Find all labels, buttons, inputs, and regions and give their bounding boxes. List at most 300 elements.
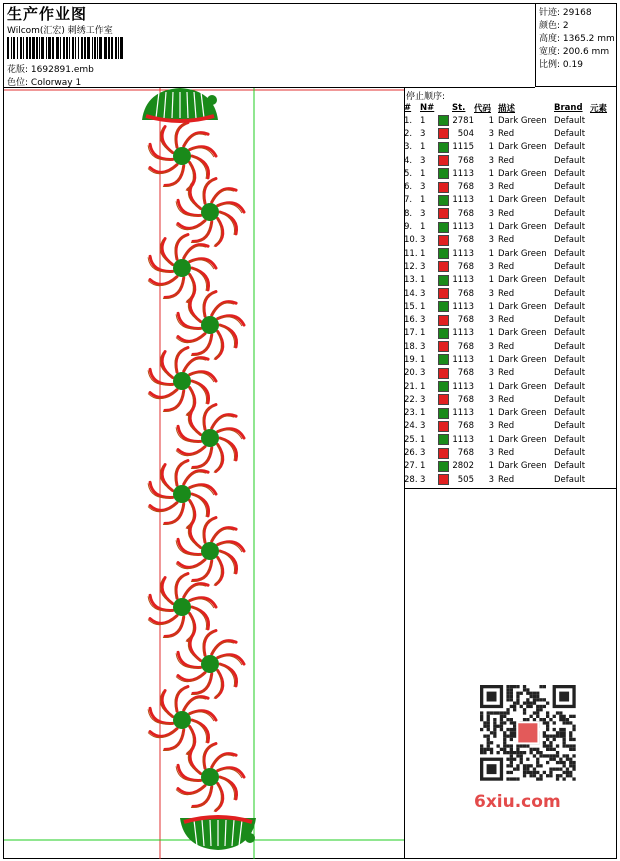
row-stitches: 504 [457, 128, 474, 139]
qr-module [530, 771, 533, 774]
barcode-bar [56, 37, 59, 59]
barcode-bar [92, 37, 93, 59]
table-row [404, 407, 617, 420]
row-code: 1 [488, 461, 494, 472]
row-description: Dark Green [498, 328, 547, 339]
qr-module [543, 685, 546, 688]
row-swatch [438, 313, 452, 326]
qr-module [526, 758, 529, 761]
table-header-row [404, 101, 617, 114]
row-swatch [438, 274, 452, 287]
barcode-bar [41, 37, 44, 59]
qr-module [523, 768, 526, 771]
qr-module [506, 708, 509, 711]
qr-module [563, 728, 566, 731]
row-stitches: 768 [457, 182, 474, 193]
table-row [404, 234, 617, 247]
qr-module [500, 725, 503, 728]
qr-module [556, 768, 559, 771]
flower-motif [148, 235, 216, 303]
row-index: 13. [404, 275, 418, 286]
qr-finder [559, 692, 569, 702]
row-needle: 3 [420, 128, 426, 139]
qr-module [533, 748, 536, 751]
motif-petal [178, 426, 201, 441]
qr-module [506, 758, 509, 761]
row-stitches: 2802 [452, 461, 474, 472]
qr-module [503, 715, 506, 718]
motif-center [201, 768, 219, 786]
barcode-bar [46, 37, 47, 59]
table-row [404, 313, 617, 326]
color-swatch [438, 288, 449, 299]
barcode-bar [32, 37, 35, 59]
qr-module [539, 698, 542, 701]
qr-module [563, 738, 566, 741]
qr-module [536, 695, 539, 698]
qr-module [516, 751, 519, 754]
qr-module [510, 685, 513, 688]
barcode-bar [60, 37, 61, 59]
row-swatch [438, 287, 452, 300]
color-swatch [438, 182, 449, 193]
row-description: Dark Green [498, 115, 547, 126]
qr-module [520, 744, 523, 747]
motif-center [173, 372, 191, 390]
row-stitches: 768 [457, 448, 474, 459]
row-index: 28. [404, 474, 418, 485]
qr-module [520, 761, 523, 764]
row-code: 1 [488, 248, 494, 259]
motif-center [173, 598, 191, 616]
qr-module [526, 718, 529, 721]
qr-module [510, 748, 513, 751]
qr-module [546, 702, 549, 705]
qr-module [543, 741, 546, 744]
qr-module [513, 708, 516, 711]
row-code: 1 [488, 408, 494, 419]
row-brand: Default [554, 142, 586, 153]
color-swatch [438, 128, 449, 139]
row-description: Dark Green [498, 142, 547, 153]
qr-module [549, 718, 552, 721]
row-stitches: 768 [457, 315, 474, 326]
row-brand: Default [554, 261, 586, 272]
row-code: 1 [488, 328, 494, 339]
row-index: 5. [404, 168, 413, 179]
motif-center [173, 485, 191, 503]
qr-module [493, 725, 496, 728]
row-brand: Default [554, 235, 586, 246]
qr-module [503, 711, 506, 714]
table-row [404, 353, 617, 366]
row-swatch [438, 220, 452, 233]
header-stitches: St. [452, 102, 466, 113]
row-stitches: 768 [457, 235, 474, 246]
qr-module [480, 711, 483, 714]
qr-module [516, 698, 519, 701]
row-needle: 1 [420, 354, 426, 365]
row-swatch [438, 340, 452, 353]
qr-module [516, 748, 519, 751]
qr-module [533, 754, 536, 757]
row-index: 14. [404, 288, 418, 299]
qr-module [483, 735, 486, 738]
qr-module [536, 758, 539, 761]
motif-petal [150, 708, 173, 723]
qr-module [533, 768, 536, 771]
row-description: Dark Green [498, 168, 547, 179]
row-description: Red [498, 421, 515, 432]
qr-module [559, 761, 562, 764]
qr-module [506, 735, 509, 738]
row-description: Dark Green [498, 222, 547, 233]
qr-module [536, 692, 539, 695]
barcode [7, 37, 125, 59]
row-description: Red [498, 235, 515, 246]
qr-module [510, 754, 513, 757]
row-code: 1 [488, 195, 494, 206]
row-code: 3 [488, 261, 494, 272]
qr-module [506, 685, 509, 688]
qr-module [493, 711, 496, 714]
row-code: 3 [488, 421, 494, 432]
qr-finder [487, 692, 497, 702]
motif-petal-outline [212, 755, 234, 767]
qr-module [506, 718, 509, 721]
qr-module [513, 768, 516, 771]
qr-module [563, 761, 566, 764]
qr-module [526, 692, 529, 695]
qr-module [572, 764, 575, 767]
qr-module [520, 758, 523, 761]
qr-module [556, 711, 559, 714]
qr-module [520, 751, 523, 754]
qr-module [569, 748, 572, 751]
qr-module [530, 705, 533, 708]
motif-center [173, 259, 191, 277]
qr-module [539, 774, 542, 777]
qr-module [553, 721, 556, 724]
qr-module [553, 738, 556, 741]
row-brand: Default [554, 474, 586, 485]
qr-module [510, 718, 513, 721]
qr-module [559, 715, 562, 718]
row-description: Red [498, 208, 515, 219]
row-needle: 1 [420, 115, 426, 126]
qr-module [497, 711, 500, 714]
qr-module [549, 754, 552, 757]
motif-petal-outline [184, 359, 206, 371]
row-swatch [438, 327, 452, 340]
barcode-bar [36, 37, 38, 59]
row-index: 26. [404, 448, 418, 459]
row-brand: Default [554, 421, 586, 432]
qr-module [506, 692, 509, 695]
qr-module [572, 738, 575, 741]
flower-motif [148, 348, 216, 416]
motif-center [201, 542, 219, 560]
stat-height: 高度: 1365.2 mm [539, 34, 615, 44]
color-swatch [438, 261, 449, 272]
qr-module [526, 744, 529, 747]
table-row [404, 274, 617, 287]
qr-module [549, 774, 552, 777]
row-brand: Default [554, 222, 586, 233]
qr-module [487, 744, 490, 747]
row-stitches: 768 [457, 421, 474, 432]
row-brand: Default [554, 155, 586, 166]
stat-width: 宽度: 200.6 mm [539, 47, 610, 57]
qr-module [553, 728, 556, 731]
row-stitches: 505 [457, 474, 474, 485]
qr-module [480, 728, 483, 731]
row-needle: 1 [420, 328, 426, 339]
barcode-bar [87, 37, 90, 59]
row-swatch [438, 154, 452, 167]
table-row [404, 207, 617, 220]
row-swatch [438, 353, 452, 366]
qr-module [539, 751, 542, 754]
qr-module [506, 728, 509, 731]
qr-module [503, 741, 506, 744]
header-index: # [404, 102, 412, 113]
row-swatch [438, 194, 452, 207]
qr-module [490, 751, 493, 754]
qr-module [536, 708, 539, 711]
qr-module [569, 774, 572, 777]
row-swatch [438, 433, 452, 446]
row-swatch [438, 127, 452, 140]
row-stitches: 1113 [452, 381, 474, 392]
qr-module [526, 771, 529, 774]
qr-module [559, 728, 562, 731]
qr-module [510, 705, 513, 708]
color-swatch [438, 474, 449, 485]
qr-module [520, 692, 523, 695]
qr-module [523, 771, 526, 774]
qr-module [543, 718, 546, 721]
barcode-bar [118, 37, 119, 59]
qr-module [487, 741, 490, 744]
barcode-bar [63, 37, 65, 59]
row-brand: Default [554, 168, 586, 179]
qr-module [546, 774, 549, 777]
qr-module [556, 751, 559, 754]
qr-module [487, 735, 490, 738]
row-index: 10. [404, 235, 418, 246]
qr-module [556, 744, 559, 747]
row-description: Dark Green [498, 248, 547, 259]
qr-module [513, 777, 516, 780]
row-needle: 3 [420, 315, 426, 326]
qr-module [543, 731, 546, 734]
row-description: Red [498, 341, 515, 352]
qr-module [569, 771, 572, 774]
motif-group [142, 88, 256, 850]
qr-module [530, 764, 533, 767]
qr-module [520, 754, 523, 757]
qr-module [563, 718, 566, 721]
row-code: 3 [488, 235, 494, 246]
color-swatch [438, 155, 449, 166]
embroidery-preview [4, 88, 404, 859]
qr-finder [487, 764, 497, 774]
row-needle: 1 [420, 408, 426, 419]
qr-module [483, 725, 486, 728]
qr-module [506, 744, 509, 747]
color-swatch [438, 408, 449, 419]
qr-module [513, 758, 516, 761]
barcode-bar [11, 37, 12, 59]
row-swatch [438, 367, 452, 380]
table-row [404, 287, 617, 300]
qr-module [493, 728, 496, 731]
table-row [404, 127, 617, 140]
row-code: 1 [488, 301, 494, 312]
color-swatch [438, 461, 449, 472]
header-element: 元素 [590, 103, 608, 114]
qr-module [572, 744, 575, 747]
row-index: 22. [404, 394, 418, 405]
qr-module [490, 711, 493, 714]
row-code: 1 [488, 275, 494, 286]
table-row [404, 194, 617, 207]
qr-logo [518, 723, 537, 742]
table-row [404, 367, 617, 380]
row-description: Dark Green [498, 434, 547, 445]
row-stitches: 1113 [452, 222, 474, 233]
row-description: Dark Green [498, 275, 547, 286]
qr-module [563, 771, 566, 774]
row-code: 1 [488, 115, 494, 126]
qr-module [536, 771, 539, 774]
qr-module [510, 735, 513, 738]
qr-module [563, 754, 566, 757]
qr-module [506, 695, 509, 698]
row-index: 16. [404, 315, 418, 326]
row-brand: Default [554, 208, 586, 219]
table-row [404, 167, 617, 180]
qr-module [549, 771, 552, 774]
qr-code [470, 680, 586, 792]
row-code: 1 [488, 381, 494, 392]
qr-module [539, 718, 542, 721]
qr-module [569, 721, 572, 724]
row-code: 3 [488, 128, 494, 139]
row-swatch [438, 407, 452, 420]
barcode-bar [94, 37, 96, 59]
qr-module [569, 764, 572, 767]
qr-module [523, 685, 526, 688]
qr-module [553, 715, 556, 718]
table-row [404, 141, 617, 154]
qr-module [553, 735, 556, 738]
flower-motif [148, 687, 216, 755]
row-code: 3 [488, 368, 494, 379]
barcode-bar [52, 37, 54, 59]
qr-module [503, 751, 506, 754]
qr-module [563, 721, 566, 724]
row-description: Red [498, 394, 515, 405]
qr-module [549, 744, 552, 747]
barcode-bar [29, 37, 31, 59]
header-brand: Brand [554, 102, 583, 113]
qr-module [493, 718, 496, 721]
row-brand: Default [554, 182, 586, 193]
barcode-bar [66, 37, 68, 59]
row-stitches: 1113 [452, 434, 474, 445]
row-stitches: 768 [457, 208, 474, 219]
row-index: 17. [404, 328, 418, 339]
qr-module [510, 731, 513, 734]
qr-module [536, 764, 539, 767]
qr-module [533, 695, 536, 698]
qr-module [566, 774, 569, 777]
qr-module [539, 754, 542, 757]
qr-module [483, 751, 486, 754]
row-description: Red [498, 182, 515, 193]
row-index: 19. [404, 354, 418, 365]
row-description: Red [498, 155, 515, 166]
row-code: 3 [488, 394, 494, 405]
motif-petal-outline [212, 642, 234, 654]
qr-module [533, 698, 536, 701]
qr-module [503, 731, 506, 734]
color-swatch [438, 142, 449, 153]
row-index: 27. [404, 461, 418, 472]
barcode-bar [97, 37, 98, 59]
motif-petal [178, 200, 201, 215]
row-description: Red [498, 288, 515, 299]
qr-module [523, 708, 526, 711]
cap-knob [245, 833, 255, 843]
motif-petal [150, 482, 173, 497]
row-stitches: 768 [457, 368, 474, 379]
row-needle: 3 [420, 235, 426, 246]
row-brand: Default [554, 434, 586, 445]
qr-module [510, 688, 513, 691]
qr-module [566, 758, 569, 761]
table-row [404, 220, 617, 233]
qr-module [500, 721, 503, 724]
qr-module [487, 715, 490, 718]
barcode-bar [39, 37, 40, 59]
row-swatch [438, 300, 452, 313]
qr-module [523, 751, 526, 754]
motif-petal-outline [184, 472, 206, 484]
barcode-bar [7, 37, 9, 59]
barcode-bar [69, 37, 70, 59]
row-swatch [438, 180, 452, 193]
qr-module [510, 721, 513, 724]
barcode-bar [48, 37, 51, 59]
qr-module [546, 725, 549, 728]
color-swatch [438, 421, 449, 432]
row-code: 3 [488, 288, 494, 299]
row-needle: 3 [420, 474, 426, 485]
motif-center [173, 711, 191, 729]
row-description: Dark Green [498, 408, 547, 419]
qr-module [523, 774, 526, 777]
table-row [404, 247, 617, 260]
row-index: 2. [404, 128, 413, 139]
qr-module [513, 725, 516, 728]
table-row [404, 327, 617, 340]
qr-module [563, 744, 566, 747]
qr-module [530, 692, 533, 695]
row-brand: Default [554, 195, 586, 206]
